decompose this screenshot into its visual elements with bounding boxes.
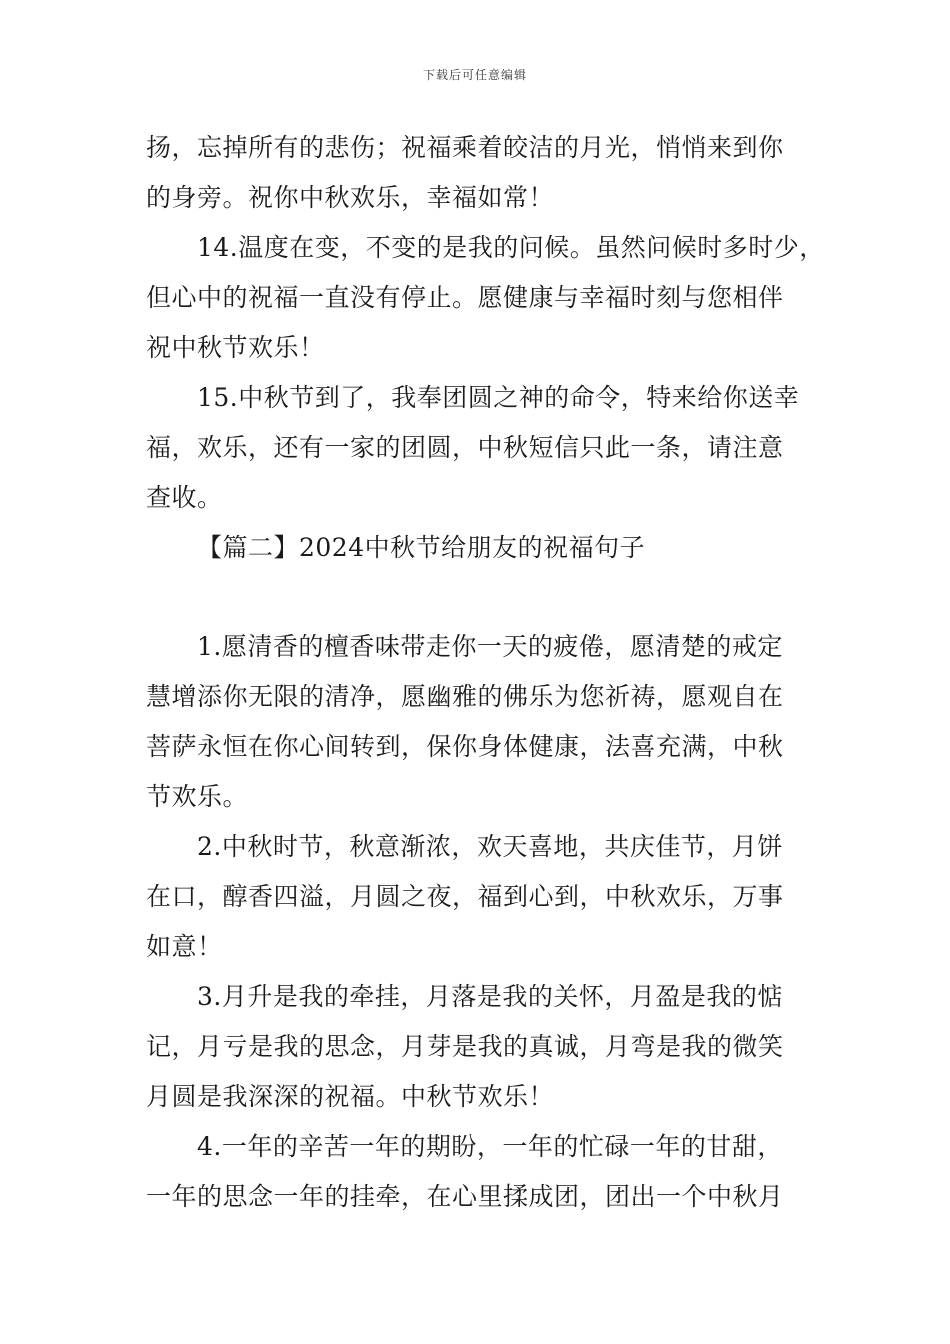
text-line: 月圆是我深深的祝福。中秋节欢乐！ xyxy=(146,1082,555,1111)
text-line: 查收。 xyxy=(146,483,223,512)
text-line: 菩萨永恒在你心间转到，保你身体健康，法喜充满，中秋 xyxy=(146,732,784,761)
text-line: 但心中的祝福一直没有停止。愿健康与幸福时刻与您相伴 xyxy=(146,283,784,312)
text-line: 如意！ xyxy=(146,932,223,961)
list-item-15-line: 15.中秋节到了，我奉团圆之神的命令，特来给你送幸 xyxy=(197,383,800,412)
list-item-1-line: 1.愿清香的檀香味带走你一天的疲倦，愿清楚的戒定 xyxy=(197,632,783,661)
page-header: 下载后可任意编辑 xyxy=(422,68,527,82)
text-line: 祝中秋节欢乐！ xyxy=(146,333,325,362)
list-item-2-line: 2.中秋时节，秋意渐浓，欢天喜地，共庆佳节，月饼 xyxy=(197,832,783,861)
list-item-3-line: 3.月升是我的牵挂，月落是我的关怀，月盈是我的惦 xyxy=(197,982,783,1011)
text-line: 慧增添你无限的清净，愿幽雅的佛乐为您祈祷，愿观自在 xyxy=(146,682,784,711)
list-item-4-line: 4.一年的辛苦一年的期盼，一年的忙碌一年的甘甜， xyxy=(197,1132,783,1161)
section-heading: 【篇二】2024中秋节给朋友的祝福句子 xyxy=(197,533,646,562)
text-line: 的身旁。祝你中秋欢乐，幸福如常！ xyxy=(146,183,555,212)
text-line: 在口，醇香四溢，月圆之夜，福到心到，中秋欢乐，万事 xyxy=(146,882,784,911)
list-item-14-line: 14.温度在变，不变的是我的问候。虽然问候时多时少， xyxy=(197,233,825,262)
text-line: 福，欢乐，还有一家的团圆，中秋短信只此一条，请注意 xyxy=(146,433,784,462)
text-line: 扬，忘掉所有的悲伤；祝福乘着皎洁的月光，悄悄来到你 xyxy=(146,133,784,162)
text-line: 记，月亏是我的思念，月芽是我的真诚，月弯是我的微笑 xyxy=(146,1032,784,1061)
text-line: 节欢乐。 xyxy=(146,782,249,811)
text-line: 一年的思念一年的挂牵，在心里揉成团，团出一个中秋月 xyxy=(146,1182,784,1211)
